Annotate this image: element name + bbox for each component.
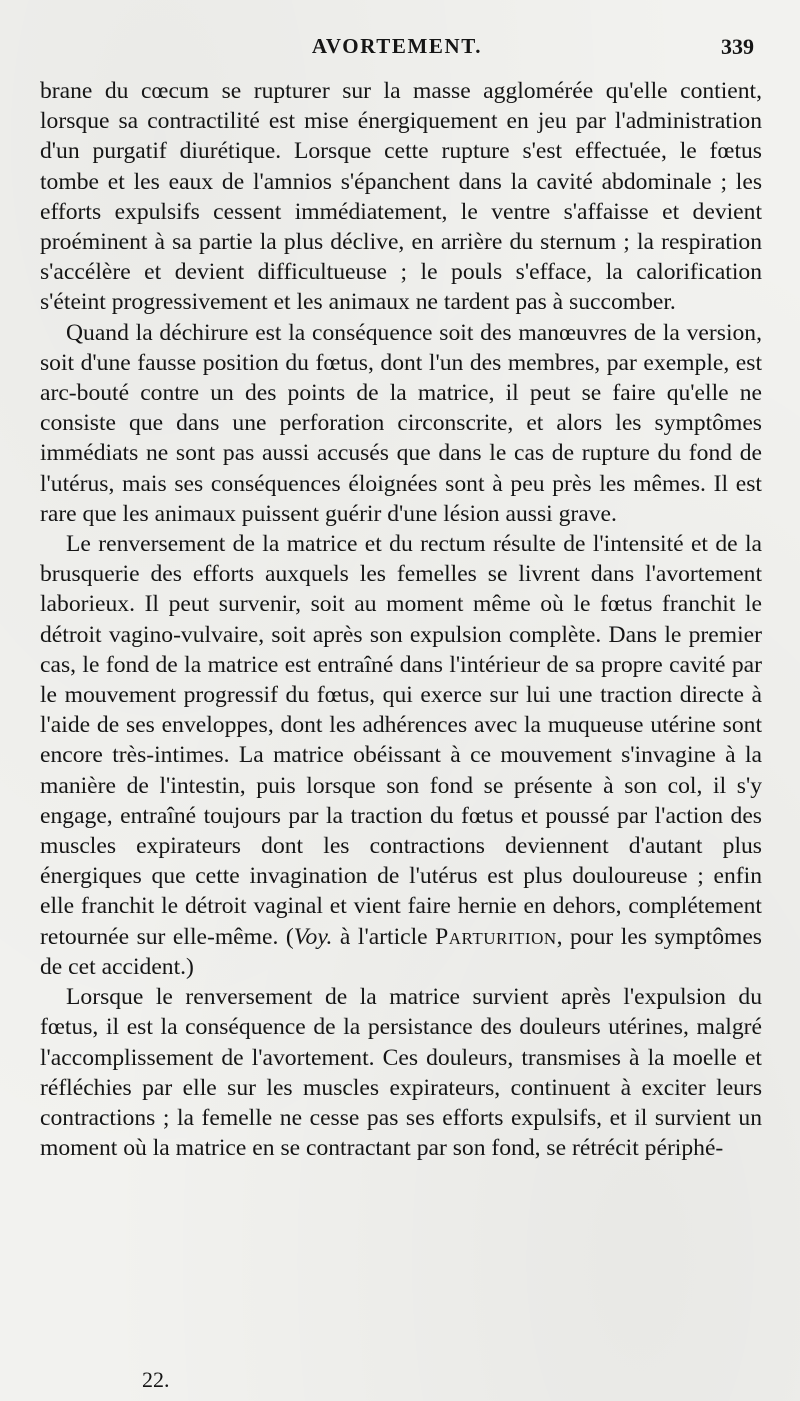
- text-body: [40, 76, 762, 1163]
- paragraph-text-before: Le renversement de la matrice et du rectum résulte de l'intensité et de la brusquerie des efforts auxquels les femelles se livrent dans l'avortement laborieux. Il peut survenir, soit au moment même où le fœtus franchit le détroit vagino-vulvaire, soit après son expulsion complète. Dans le premier cas, le fond de la matrice est entraîné dans l'intérieur de sa propre cavité par le mouvement progressif du fœtus, qui exerce sur lui une traction directe à l'aide de ses enveloppes, dont les adhérences avec la muqueuse utérine sont encore très-intimes. La matrice obéissant à ce mouvement s'invagine à la manière de l'intestin, puis lorsque son fond se présente à son col, il s'y engage, entraîné toujours par la traction du fœtus et poussé par l'action des muscles expirateurs dont les contractions deviennent d'autant plus énergiques que cette invagination de l'utérus est plus douloureuse ; enfin elle franchit le détroit vaginal et vient faire hernie en dehors, complétement retournée sur elle-même. (: [40, 531, 762, 950]
- page-number: 339: [721, 34, 754, 59]
- paragraph-apres-expulsion: Lorsque le renversement de la matrice survient après l'expulsion du fœtus, il est la conséquence de la persistance des douleurs utérines, malgré l'accomplissement de l'avortement. Ces douleurs, transmises à la moelle et réfléchies par elle sur les muscles expirateurs, continuent à exciter leurs contractions ; la femelle ne cesse pas ses efforts expulsifs, et il survient un moment où la matrice en se contractant par son fond, se rétrécit périphé-: [40, 984, 762, 1162]
- paragraph-continuation: brane du cœcum se rupturer sur la masse agglomérée qu'elle contient, lorsque sa contractilité est mise énergiquement en jeu par l'administration d'un purgatif diurétique. Lorsque cette rupture s'est effectuée, le fœtus tombe et les eaux de l'amnios s'épanchent dans la cavité abdominale ; les efforts expulsifs cessent immédiatement, le ventre s'affaisse et devient proéminent à sa partie la plus déclive, en arrière du sternum ; la respiration s'accélère et devient difficultueuse ; le pouls s'efface, la calorification s'éteint progressivement et les animaux ne tardent pas à succomber.: [40, 78, 762, 316]
- paragraph-text-mid: à l'article: [332, 923, 436, 950]
- cross-reference-parturition: Parturition: [435, 923, 557, 950]
- signature-mark: 22.: [142, 1367, 170, 1392]
- running-title: AVORTEMENT.: [311, 34, 483, 58]
- paragraph-dechirure: Quand la déchirure est la conséquence soit des manœuvres de la version, soit d'une fausse position du fœtus, dont l'un des membres, par exemple, est arc-bouté contre un des points de la matrice, il peut se faire qu'elle ne consiste que dans une perforation circonscrite, et alors les symptômes immédiats ne sont pas aussi accusés que dans le cas de rupture du fond de l'utérus, mais ses conséquences éloignées sont à peu près les mêmes. Il est rare que les animaux puissent guérir d'une lésion aussi grave.: [40, 319, 762, 527]
- running-head: [40, 34, 754, 62]
- paragraph-text-after: , pour les symptômes de cet accident.): [40, 923, 762, 980]
- paragraph-renversement: [40, 529, 762, 982]
- voy-abbreviation: Voy.: [293, 923, 333, 950]
